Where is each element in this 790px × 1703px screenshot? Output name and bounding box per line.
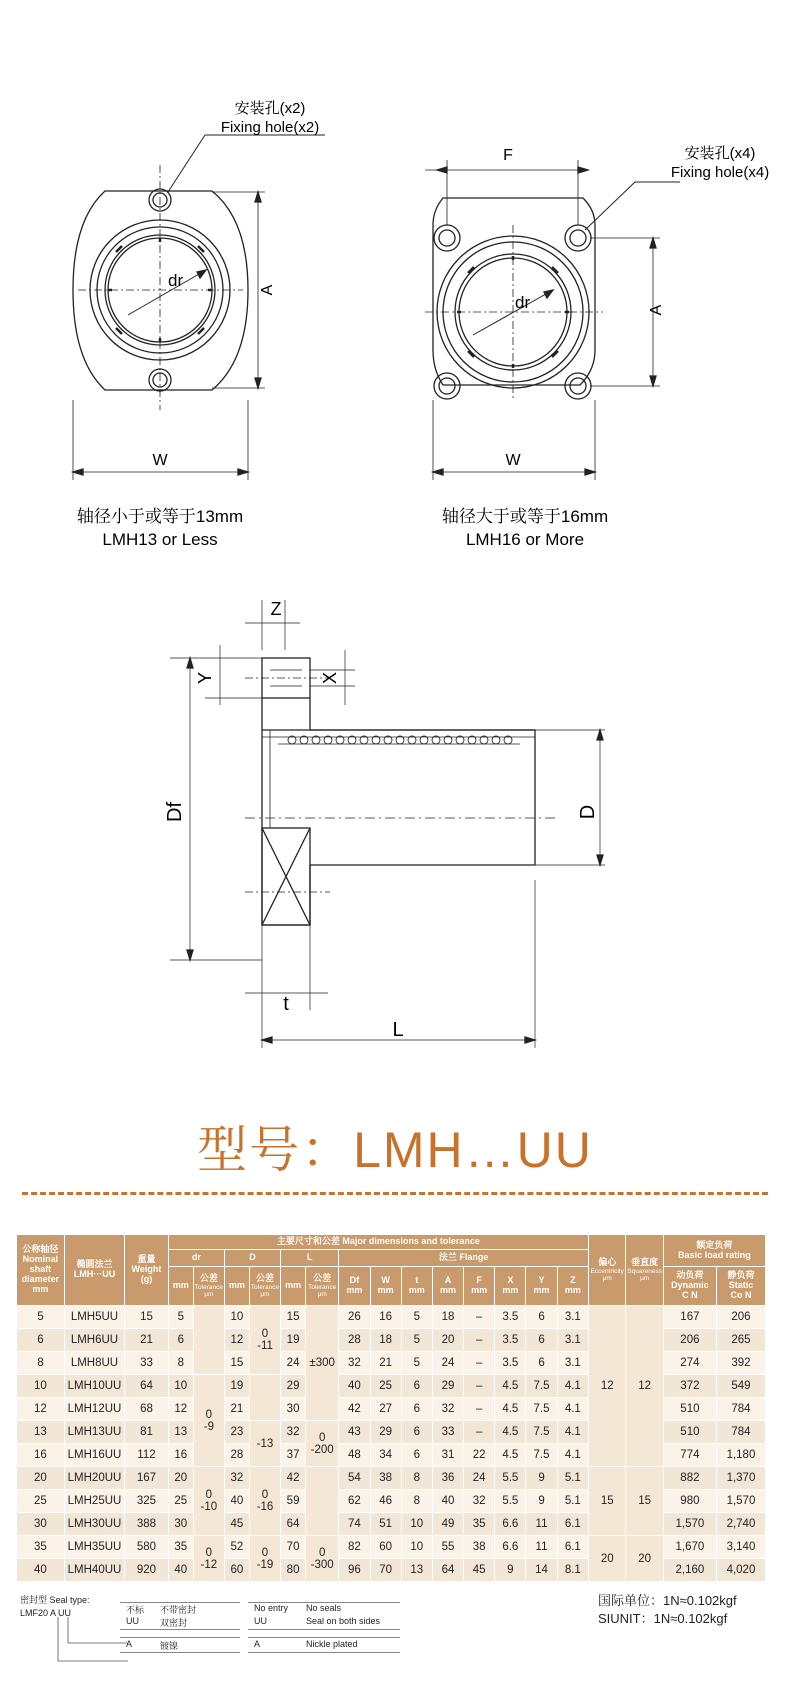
divider [22,1192,768,1195]
table-cell: 16 [17,1444,65,1467]
fig2-w-label: W [505,452,521,469]
seal-row-en-code: No entry [254,1603,289,1613]
table-cell: 6.6 [495,1536,526,1559]
header-x: X mm [495,1267,526,1306]
table-cell: 80 [281,1559,306,1582]
table-cell: 25 [168,1490,193,1513]
table-cell: 920 [125,1559,169,1582]
header-dr: dr [168,1250,224,1267]
table-cell: 25 [17,1490,65,1513]
table-cell: 774 [663,1444,716,1467]
table-cell: 32 [432,1398,463,1421]
table-cell: 112 [125,1444,169,1467]
side-d-label: D [577,804,599,820]
table-cell: LMH6UU [64,1329,124,1352]
table-cell: 42 [339,1398,370,1421]
table-cell: 980 [663,1490,716,1513]
table-cell: – [464,1375,495,1398]
table-cell: 32 [464,1490,495,1513]
table-cell: 274 [663,1352,716,1375]
flange-front-view-2-hole [0,80,395,550]
table-cell: 7.5 [526,1375,557,1398]
flange-outline [433,198,595,385]
table-cell: 0 -12 [193,1536,224,1582]
table-cell: 6 [17,1329,65,1352]
table-cell: 7.5 [526,1421,557,1444]
header-flange-type: 椭圆法兰 LMH···UU [64,1235,124,1306]
table-cell: 549 [716,1375,765,1398]
fig1-hole-label-en: Fixing hole(x2) [220,119,320,136]
seal-row-cn-code: UU [126,1616,139,1626]
table-cell: 5 [168,1306,193,1329]
table-cell: 16 [370,1306,401,1329]
table-cell: 372 [663,1375,716,1398]
table-cell: 10 [224,1306,249,1329]
table-cell: LMH35UU [64,1536,124,1559]
table-cell: 64 [432,1559,463,1582]
table-cell: 70 [281,1536,306,1559]
seal-row-en-code: A [254,1639,261,1649]
table-cell: 35 [464,1513,495,1536]
side-y-label: Y [195,671,215,685]
table-cell: LMH12UU [64,1398,124,1421]
table-cell: 40 [432,1490,463,1513]
table-cell: 8.1 [557,1559,588,1582]
header-eccentricity: 偏心 Eccentricity μm [589,1235,626,1306]
table-cell: 1,370 [716,1467,765,1490]
table-cell: 15 [626,1467,663,1536]
seal-row-cn-code: 不标 [126,1605,145,1615]
header-dynamic: 动负荷 Dynamic C N [663,1267,716,1306]
table-cell: 38 [464,1536,495,1559]
table-cell: 3.1 [557,1306,588,1329]
flange-front-view-4-hole [395,80,790,550]
table-cell: 20 [626,1536,663,1582]
fig2-caption-cn: 轴径大于或等于16mm [441,507,609,526]
table-cell: 9 [495,1559,526,1582]
table-cell: 6 [526,1306,557,1329]
units-note [598,1592,737,1628]
header-major: 主要尺寸和公差 Major dimensions and tolerance [168,1235,588,1250]
header-l: L [281,1250,339,1267]
table-cell: 580 [125,1536,169,1559]
fig1-w-label: W [152,452,168,469]
table-cell: 5 [401,1306,432,1329]
table-cell: 37 [281,1444,306,1467]
table-cell: 21 [125,1329,169,1352]
table-cell: 32 [339,1352,370,1375]
table-cell: LMH8UU [64,1352,124,1375]
table-cell: 0 -10 [193,1467,224,1536]
table-cell: 43 [339,1421,370,1444]
table-cell: -13 [249,1421,280,1467]
table-cell: 33 [125,1352,169,1375]
table-cell: 19 [281,1329,306,1352]
header-dr-tol: 公差 Tolerance μm [193,1267,224,1306]
table-cell: 11 [526,1536,557,1559]
table-cell: 16 [168,1444,193,1467]
table-cell: 21 [370,1352,401,1375]
table-cell: LMH13UU [64,1421,124,1444]
table-cell: 6 [401,1375,432,1398]
table-row [17,1306,766,1329]
fig1-caption-en: LMH13 or Less [102,530,218,549]
seal-row-cn-code: A [126,1639,133,1649]
table-cell: 3.5 [495,1306,526,1329]
table-cell: 11 [526,1513,557,1536]
table-cell: 510 [663,1398,716,1421]
table-cell: 12 [168,1398,193,1421]
table-cell: 3.1 [557,1352,588,1375]
table-cell: 206 [716,1306,765,1329]
seal-row-cn-desc: 不带密封 [160,1605,197,1615]
table-cell: 42 [281,1467,306,1490]
fig2-hole-label-cn: 安装孔(x4) [684,145,756,162]
table-cell: – [464,1329,495,1352]
table-cell: 392 [716,1352,765,1375]
table-cell: ±300 [306,1306,339,1421]
table-cell: 81 [125,1421,169,1444]
table-cell: 32 [224,1467,249,1490]
table-cell: 40 [224,1490,249,1513]
table-cell: – [464,1306,495,1329]
table-cell: 4.5 [495,1421,526,1444]
table-cell: 20 [168,1467,193,1490]
table-cell: 388 [125,1513,169,1536]
table-cell: 60 [224,1559,249,1582]
seal-code: LMF20 A UU [20,1608,72,1618]
table-cell: 4.5 [495,1375,526,1398]
table-cell: 29 [370,1421,401,1444]
fig2-hole-label-en: Fixing hole(x4) [670,164,770,181]
table-cell: 29 [432,1375,463,1398]
table-cell: 5.1 [557,1467,588,1490]
table-cell: LMH20UU [64,1467,124,1490]
table-cell: 18 [432,1306,463,1329]
table-cell: 0 -9 [193,1375,224,1467]
table-cell: 3.1 [557,1329,588,1352]
table-cell: 7.5 [526,1398,557,1421]
table-cell: 27 [370,1398,401,1421]
table-cell: 6 [401,1398,432,1421]
header-d-mm: mm [224,1267,249,1306]
header-flange: 法兰 Flange [339,1250,589,1267]
table-cell: 0 -16 [249,1467,280,1536]
header-squareness: 垂直度 Squareness μm [626,1235,663,1306]
table-cell: 68 [125,1398,169,1421]
table-cell: 6 [401,1421,432,1444]
table-cell: 60 [370,1536,401,1559]
seal-row-cn-desc: 双密封 [160,1618,188,1628]
table-cell: 2,740 [716,1513,765,1536]
table-cell: 32 [281,1421,306,1444]
table-cell: 15 [281,1306,306,1329]
table-cell: 30 [17,1513,65,1536]
header-a: A mm [432,1267,463,1306]
fig1-hole-label-cn: 安装孔(x2) [234,100,306,117]
header-f: F mm [464,1267,495,1306]
table-cell: 8 [17,1352,65,1375]
table-cell: 13 [401,1559,432,1582]
table-cell: 6 [401,1444,432,1467]
table-cell: 34 [370,1444,401,1467]
table-cell: 9 [526,1490,557,1513]
table-cell: 1,570 [663,1513,716,1536]
table-cell: 10 [17,1375,65,1398]
table-cell [249,1375,280,1421]
table-cell: 22 [464,1444,495,1467]
table-cell: LMH16UU [64,1444,124,1467]
table-cell: 96 [339,1559,370,1582]
table-cell: 52 [224,1536,249,1559]
table-cell: 46 [370,1490,401,1513]
table-cell: 10 [401,1513,432,1536]
seal-row-en-desc: Seal on both sides [306,1616,381,1626]
header-w: W mm [370,1267,401,1306]
table-cell: 54 [339,1467,370,1490]
table-cell: LMH40UU [64,1559,124,1582]
table-cell: 6 [526,1329,557,1352]
table-cell: 6.6 [495,1513,526,1536]
table-cell: 74 [339,1513,370,1536]
table-cell: 15 [224,1352,249,1375]
table-cell: 1,180 [716,1444,765,1467]
table-cell: 23 [224,1421,249,1444]
table-cell: 10 [168,1375,193,1398]
table-cell: 18 [370,1329,401,1352]
table-cell: 1,570 [716,1490,765,1513]
table-cell: 9 [526,1467,557,1490]
table-cell: 64 [125,1375,169,1398]
seal-row-en-code: UU [254,1616,267,1626]
table-cell: 49 [432,1513,463,1536]
header-d: D [224,1250,280,1267]
table-cell: LMH5UU [64,1306,124,1329]
table-cell: 12 [224,1329,249,1352]
table-cell: 12 [589,1306,626,1467]
table-cell: 4.1 [557,1421,588,1444]
table-cell: 15 [589,1467,626,1536]
fig1-dr-label: dr [168,271,184,290]
table-cell: 5 [401,1352,432,1375]
table-cell: 40 [168,1559,193,1582]
table-cell: 12 [626,1306,663,1467]
side-z-label: Z [270,599,282,619]
table-cell: 3,140 [716,1536,765,1559]
table-cell: 2,160 [663,1559,716,1582]
table-cell: 4.1 [557,1375,588,1398]
table-cell: 30 [281,1398,306,1421]
table-cell: 40 [339,1375,370,1398]
header-nominal: 公称轴径 Nominal shaft diameter mm [17,1235,65,1306]
table-cell: 14 [526,1559,557,1582]
table-cell: – [464,1421,495,1444]
table-cell: – [464,1352,495,1375]
table-cell: 4.1 [557,1398,588,1421]
table-cell: 167 [663,1306,716,1329]
table-cell: 5.1 [557,1490,588,1513]
table-cell: 26 [339,1306,370,1329]
header-df: Df mm [339,1267,370,1306]
table-cell: 206 [663,1329,716,1352]
fig2-dr-label: dr [515,293,531,312]
table-cell: 167 [125,1467,169,1490]
table-cell: 5.5 [495,1490,526,1513]
table-cell: 0 -200 [306,1421,339,1467]
side-t-label: t [283,993,289,1015]
side-x-label: X [320,671,340,685]
header-d-tol: 公差 Tolerance μm [249,1267,280,1306]
table-cell: 8 [401,1467,432,1490]
table-row [17,1467,766,1490]
header-y: Y mm [526,1267,557,1306]
table-cell: 0 -11 [249,1306,280,1375]
table-cell [193,1306,224,1375]
fig2-a-label: A [648,304,665,316]
table-cell: 0 -19 [249,1536,280,1582]
seal-title: 密封型 Seal type: [20,1595,90,1605]
table-cell: 24 [432,1352,463,1375]
side-df-label: Df [164,802,186,822]
table-cell: 3.5 [495,1329,526,1352]
table-cell: 5 [17,1306,65,1329]
table-cell: 55 [432,1536,463,1559]
table-cell: 12 [17,1398,65,1421]
table-cell: LMH25UU [64,1490,124,1513]
table-cell: 33 [432,1421,463,1444]
table-cell: 70 [370,1559,401,1582]
table-cell: 24 [281,1352,306,1375]
table-cell: 51 [370,1513,401,1536]
table-cell: 6 [168,1329,193,1352]
table-cell: 6.1 [557,1513,588,1536]
table-cell: 4,020 [716,1559,765,1582]
table-cell: 0 -300 [306,1536,339,1582]
header-dr-mm: mm [168,1267,193,1306]
table-cell: 265 [716,1329,765,1352]
table-cell: 45 [464,1559,495,1582]
table-cell: 35 [168,1536,193,1559]
table-cell: – [464,1398,495,1421]
model-title: 型号：LMH…UU [197,1122,593,1178]
table-cell: 4.5 [495,1398,526,1421]
table-cell: 4.5 [495,1444,526,1467]
table-cell: LMH10UU [64,1375,124,1398]
seal-row-en-desc: Nickle plated [306,1639,358,1649]
seal-row-cn-desc: 镀镍 [160,1641,179,1651]
table-cell: 6.1 [557,1536,588,1559]
table-cell: 8 [168,1352,193,1375]
table-cell: 15 [125,1306,169,1329]
header-weight: 重量 Weight (g) [125,1235,169,1306]
header-static: 静负荷 Static Co N [716,1267,765,1306]
seal-row-en-desc: No seals [306,1603,342,1613]
table-cell: 5.5 [495,1467,526,1490]
table-cell: 35 [17,1536,65,1559]
header-t: t mm [401,1267,432,1306]
table-cell: 31 [432,1444,463,1467]
table-cell: 10 [401,1536,432,1559]
table-cell: 36 [432,1467,463,1490]
table-cell: 24 [464,1467,495,1490]
table-cell: 784 [716,1398,765,1421]
header-l-mm: mm [281,1267,306,1306]
table-cell: 6 [526,1352,557,1375]
table-cell: 19 [224,1375,249,1398]
table-cell: 64 [281,1513,306,1536]
table-cell [306,1467,339,1536]
header-l-tol: 公差 Tolerance μm [306,1267,339,1306]
table-cell: 38 [370,1467,401,1490]
table-cell: 510 [663,1421,716,1444]
table-cell: 45 [224,1513,249,1536]
table-cell: 28 [224,1444,249,1467]
table-cell: 28 [339,1329,370,1352]
table-cell: 8 [401,1490,432,1513]
side-l-label: L [392,1019,404,1041]
table-cell: 20 [589,1536,626,1582]
header-z: Z mm [557,1267,588,1306]
table-cell: 82 [339,1536,370,1559]
table-cell: 325 [125,1490,169,1513]
table-cell: 5 [401,1329,432,1352]
table-cell: 882 [663,1467,716,1490]
fig1-caption-cn: 轴径小于或等于13mm [76,507,244,526]
table-cell: 20 [432,1329,463,1352]
fig1-a-label: A [259,284,276,296]
fig2-f-label: F [503,147,513,164]
table-cell: 7.5 [526,1444,557,1467]
table-cell: 784 [716,1421,765,1444]
table-cell: 59 [281,1490,306,1513]
side-section-view [0,590,790,1070]
table-cell: 20 [17,1467,65,1490]
table-cell: LMH30UU [64,1513,124,1536]
header-load: 额定负荷 Basic load rating [663,1235,765,1267]
spec-table [16,1234,766,1582]
table-cell: 13 [168,1421,193,1444]
fig2-caption-en: LMH16 or More [465,530,585,549]
table-cell: 21 [224,1398,249,1421]
table-cell: 4.1 [557,1444,588,1467]
table-cell: 25 [370,1375,401,1398]
table-cell: 3.5 [495,1352,526,1375]
table-cell: 30 [168,1513,193,1536]
units-cn: 国际单位：1N≈0.102kgf [598,1593,737,1608]
table-cell: 40 [17,1559,65,1582]
table-cell: 13 [17,1421,65,1444]
table-row [17,1536,766,1559]
units-en: SIUNIT：1N≈0.102kgf [598,1611,728,1626]
table-cell: 1,670 [663,1536,716,1559]
table-cell: 62 [339,1490,370,1513]
table-cell: 48 [339,1444,370,1467]
table-cell: 29 [281,1375,306,1398]
seal-cn-box-2 [120,1637,240,1653]
